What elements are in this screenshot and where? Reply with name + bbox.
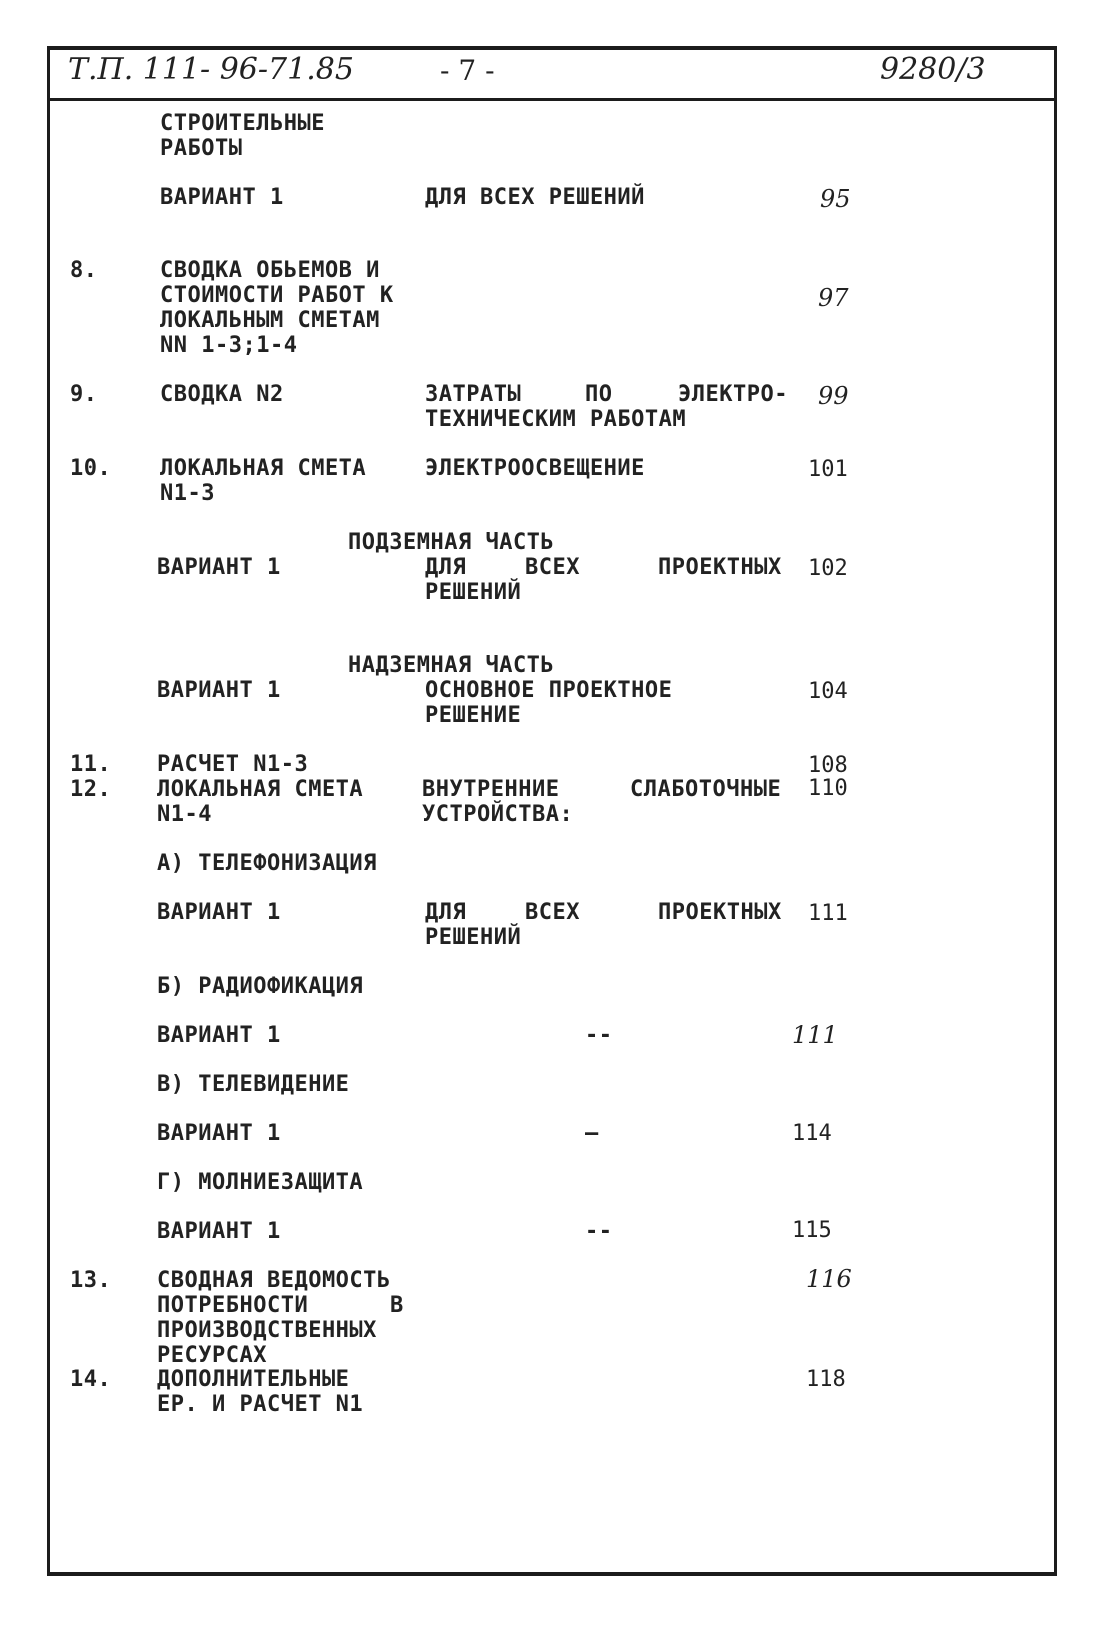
variant-label: ВАРИАНТ 1: [160, 185, 284, 210]
entry-description: РЕШЕНИЙ: [425, 925, 522, 950]
section-intro-line2: РАБОТЫ: [160, 136, 243, 161]
entry-description: ВСЕХ: [525, 555, 580, 580]
item-number: 8.: [70, 258, 98, 283]
entry-title-line: ПОТРЕБНОСТИ: [157, 1293, 309, 1318]
variant-label: ВАРИАНТ 1: [157, 1121, 281, 1146]
sheet-number: 9280/3: [880, 52, 986, 87]
page-ref: 116: [806, 1265, 852, 1293]
entry-description: ВНУТРЕННИЕ: [422, 777, 560, 802]
subitem-label: Г) МОЛНИЕЗАЩИТА: [157, 1170, 364, 1195]
entry-description: РЕШЕНИЙ: [425, 580, 522, 605]
subitem-label: Б) РАДИОФИКАЦИЯ: [157, 974, 364, 999]
entry-description: ЗАТРАТЫ: [425, 382, 522, 407]
ditto-dash: --: [585, 1219, 613, 1244]
ditto-dash: —: [585, 1121, 599, 1146]
page-ref: 102: [808, 556, 848, 581]
page-ref: 111: [792, 1021, 838, 1049]
entry-title-line: В: [390, 1293, 404, 1318]
subsection-heading: НАДЗЕМНАЯ ЧАСТЬ: [348, 653, 555, 678]
variant-label: ВАРИАНТ 1: [157, 555, 281, 580]
subitem-label: А) ТЕЛЕФОНИЗАЦИЯ: [157, 851, 377, 876]
ditto-dash: --: [585, 1023, 613, 1048]
page-ref: 118: [806, 1367, 846, 1392]
page-ref: 114: [792, 1121, 832, 1146]
header-divider: [47, 98, 1057, 101]
page-marker: - 7 -: [440, 54, 495, 87]
item-number: 9.: [70, 382, 98, 407]
entry-description: ПО: [585, 382, 613, 407]
doc-code: Т.П. 111- 96-71.85: [68, 52, 354, 87]
item-number: 12.: [70, 777, 112, 802]
item-number: 13.: [70, 1268, 112, 1293]
entry-description: ПРОЕКТНЫХ: [658, 555, 782, 580]
entry-description: ТЕХНИЧЕСКИМ РАБОТАМ: [425, 407, 687, 432]
entry-title-line: РАСЧЕТ N1-3: [157, 752, 309, 777]
item-number: 14.: [70, 1367, 112, 1392]
entry-title-line: РЕСУРСАХ: [157, 1343, 267, 1368]
subitem-label: В) ТЕЛЕВИДЕНИЕ: [157, 1072, 350, 1097]
entry-description: ОСНОВНОЕ ПРОЕКТНОЕ: [425, 678, 673, 703]
entry-description: ДЛЯ: [425, 900, 467, 925]
page-ref: 99: [818, 382, 849, 410]
page-ref: 108: [808, 753, 848, 778]
entry-description: РЕШЕНИЕ: [425, 703, 522, 728]
entry-title-line: N1-4: [157, 802, 212, 827]
entry-title-line: NN 1-3;1-4: [160, 333, 298, 358]
subsection-heading: ПОДЗЕМНАЯ ЧАСТЬ: [348, 530, 555, 555]
entry-description: ПРОЕКТНЫХ: [658, 900, 782, 925]
page-ref: 101: [808, 457, 848, 482]
variant-label: ВАРИАНТ 1: [157, 1219, 281, 1244]
entry-description: ЭЛЕКТРО-: [678, 382, 788, 407]
page-ref: 115: [792, 1218, 832, 1243]
entry-title-line: ЛОКАЛЬНАЯ СМЕТА: [160, 456, 367, 481]
page-ref: 111: [808, 901, 848, 926]
entry-title-line: ПРОИЗВОДСТВЕННЫХ: [157, 1318, 377, 1343]
entry-title-line: ЕР. И РАСЧЕТ N1: [157, 1392, 364, 1417]
variant-label: ВАРИАНТ 1: [157, 678, 281, 703]
entry-description: ВСЕХ: [525, 900, 580, 925]
entry-description: ДЛЯ: [425, 555, 467, 580]
entry-description: ЭЛЕКТРООСВЕЩЕНИЕ: [425, 456, 645, 481]
page-ref: 104: [808, 679, 848, 704]
variant-label: ВАРИАНТ 1: [157, 1023, 281, 1048]
entry-title-line: ЛОКАЛЬНЫМ СМЕТАМ: [160, 308, 380, 333]
item-number: 10.: [70, 456, 112, 481]
entry-title-line: СВОДКА N2: [160, 382, 284, 407]
entry-title-line: СВОДКА ОБЬЕМОВ И: [160, 258, 380, 283]
entry-description: УСТРОЙСТВА:: [422, 802, 574, 827]
page-ref: 110: [808, 776, 848, 801]
entry-title-line: СТОИМОСТИ РАБОТ К: [160, 283, 394, 308]
entry-title-line: N1-3: [160, 481, 215, 506]
section-intro-line1: СТРОИТЕЛЬНЫЕ: [160, 111, 325, 136]
entry-description: СЛАБОТОЧНЫЕ: [630, 777, 782, 802]
page-ref: 97: [818, 284, 849, 312]
variant-label: ВАРИАНТ 1: [157, 900, 281, 925]
entry-title-line: СВОДНАЯ ВЕДОМОСТЬ: [157, 1268, 391, 1293]
entry-title-line: ДОПОЛНИТЕЛЬНЫЕ: [157, 1367, 350, 1392]
item-number: 11.: [70, 752, 112, 777]
entry-title-line: ЛОКАЛЬНАЯ СМЕТА: [157, 777, 364, 802]
page-ref: 95: [820, 185, 851, 213]
entry-description: ДЛЯ ВСЕХ РЕШЕНИЙ: [425, 185, 645, 210]
